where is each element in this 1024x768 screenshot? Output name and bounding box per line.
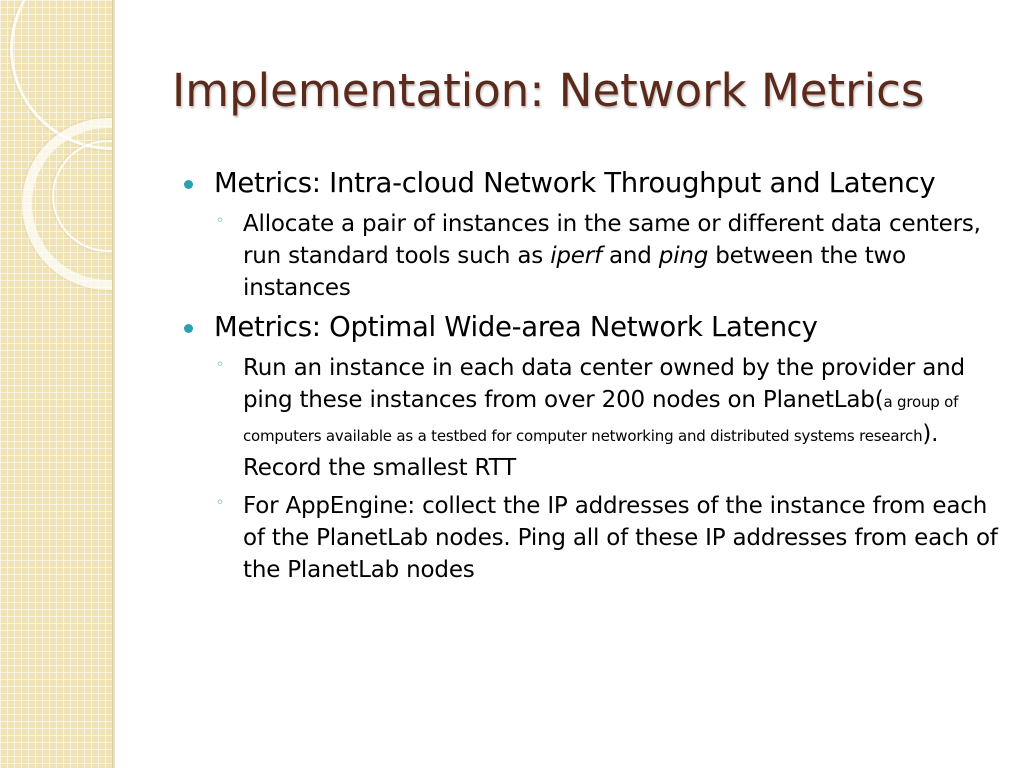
decorative-sidebar	[0, 0, 112, 768]
sub-bullet-item	[214, 490, 1002, 586]
ring-bullet-icon: ◦	[216, 495, 225, 511]
sub-bullet-text: Allocate a pair of instances in the same or different data centers, run standard tools such as	[243, 211, 981, 269]
ring-bullet-icon: ◦	[216, 213, 225, 229]
sub-bullet-text: ). Record the smallest RTT	[243, 421, 939, 481]
bullet-item	[182, 166, 1002, 200]
sub-bullet-text: Run an instance in each data center owned by the provider and ping these instances from over 200 nodes on PlanetLab(	[243, 355, 965, 413]
bullet-dot-icon	[184, 180, 193, 189]
slide-body	[182, 166, 1002, 592]
tool-name: iperf	[550, 243, 602, 269]
sub-bullet-text: For AppEngine: collect the IP addresses of the instance from each of the PlanetLab nodes. Ping all of these IP addresses from each of the PlanetLab nodes	[243, 493, 998, 583]
sidebar-divider	[112, 0, 115, 768]
bullet-text: Metrics: Optimal Wide-area Network Latency	[214, 311, 818, 343]
ring-bullet-icon: ◦	[216, 357, 225, 373]
sub-bullet-text: and	[601, 243, 659, 269]
slide-title: Implementation: Network Metrics	[172, 64, 925, 117]
bullet-dot-icon	[184, 324, 193, 333]
bullet-text: Metrics: Intra-cloud Network Throughput and Latency	[214, 167, 936, 199]
sub-bullet-text: between the two instances	[243, 243, 907, 301]
sub-bullet-note: a group of computers available as a testbed for computer networking and distributed systems research	[243, 393, 959, 445]
bullet-item	[182, 310, 1002, 344]
tool-name: ping	[658, 243, 709, 269]
sub-bullet-item	[214, 352, 1002, 484]
sub-bullet-item	[214, 208, 1002, 304]
